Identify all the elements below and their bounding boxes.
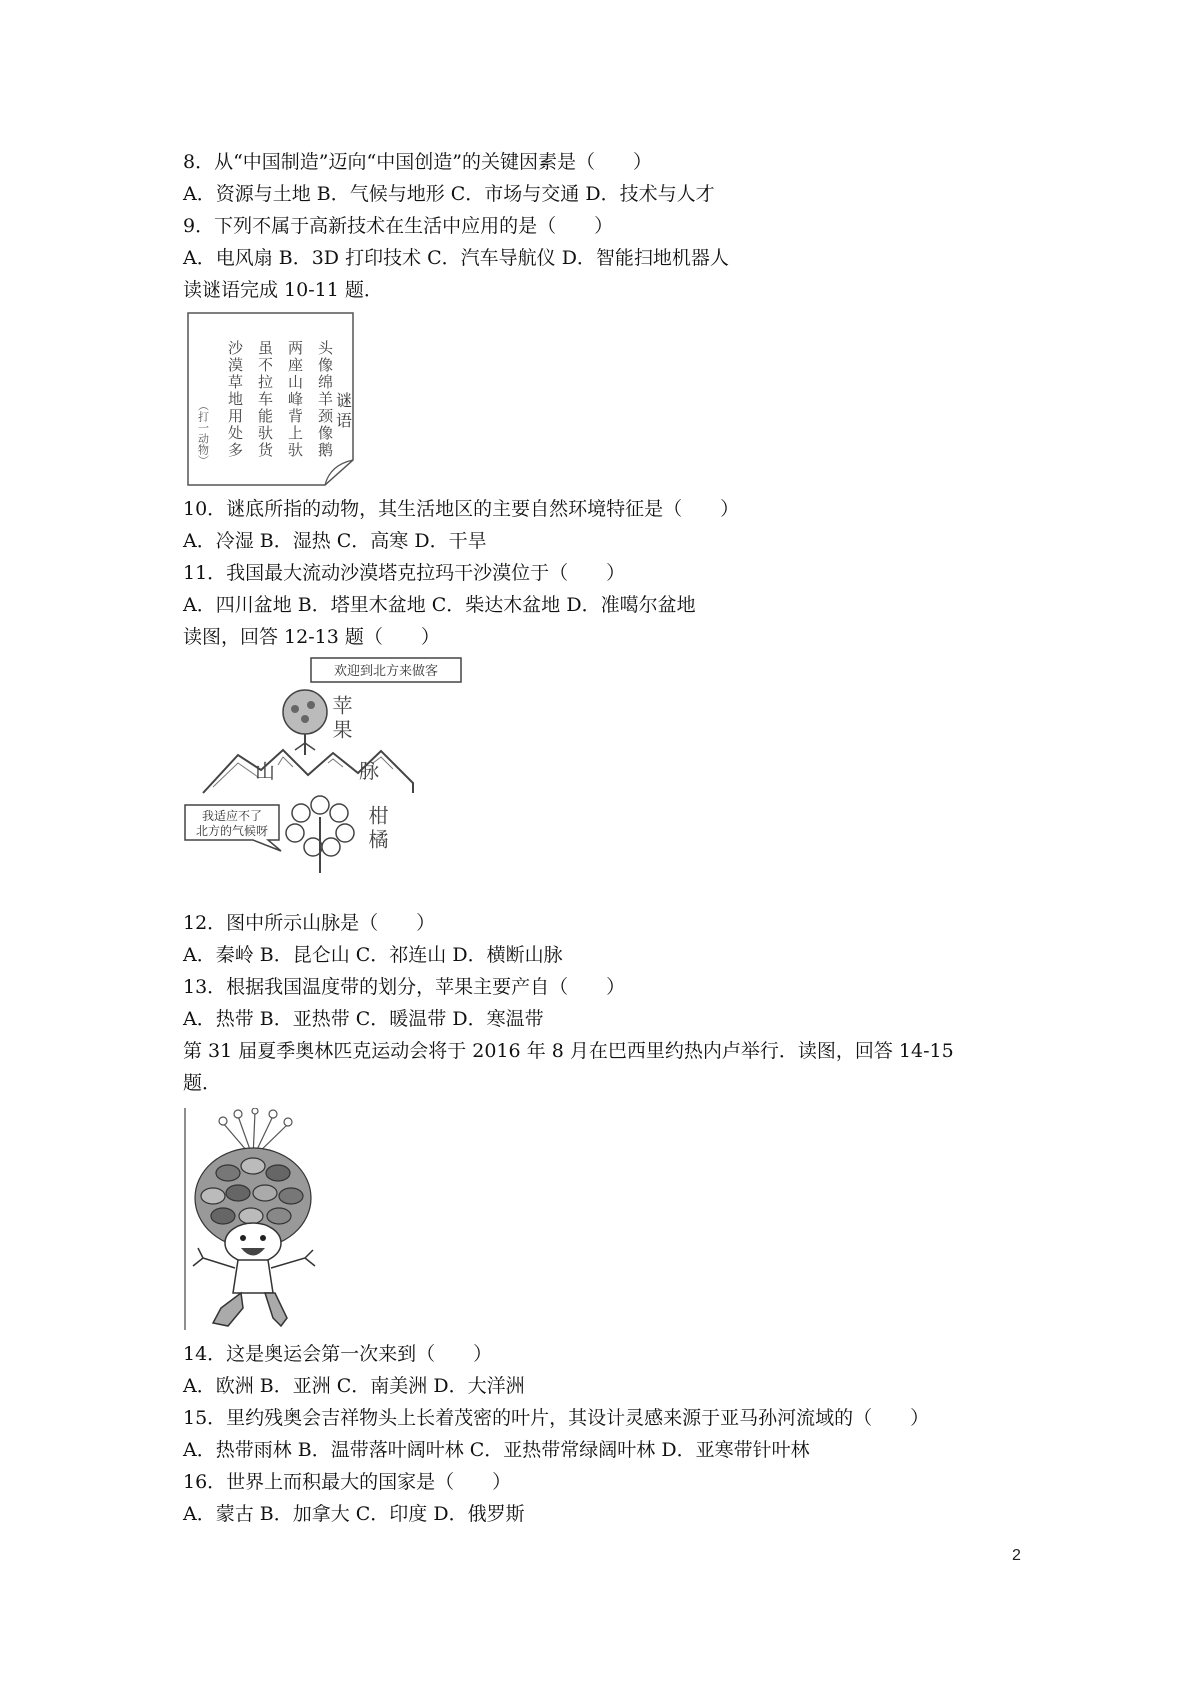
q16-options: A．蒙古 B．加拿大 C．印度 D．俄罗斯	[183, 1503, 525, 1525]
q12-13-intro: 读图，回答 12-13 题（ ）	[183, 626, 440, 648]
q11-question: 11．我国最大流动沙漠塔克拉玛干沙漠位于（ ）	[183, 562, 626, 584]
riddle-column-4: 沙漠草地用处多	[226, 340, 244, 459]
riddle-figure	[185, 310, 357, 488]
riddle-column-1	[316, 340, 334, 459]
q9-question: 9．下列不属于高新技术在生活中应用的是（ ）	[183, 215, 614, 237]
q12-options: A．秦岭 B．昆仑山 C．祁连山 D．横断山脉	[183, 944, 563, 966]
q10-question: 10．谜底所指的动物，其生活地区的主要自然环境特征是（ ）	[183, 498, 740, 520]
mascot-face-icon	[225, 1223, 281, 1263]
page-number: 2	[1012, 1547, 1021, 1564]
mascot-body-icon	[193, 1248, 315, 1326]
svg-text:头像绵羊颈像鹅: 头像绵羊颈像鹅	[316, 340, 334, 459]
mountain-range-icon	[203, 750, 413, 793]
q14-options: A．欧洲 B．亚洲 C．南美洲 D．大洋洲	[183, 1375, 525, 1397]
orange-label: 柑橘	[365, 805, 389, 853]
mountain-label-left: 山	[255, 759, 275, 783]
apple-label: 苹果	[329, 695, 353, 743]
paralympic-mascot-figure	[183, 1108, 323, 1333]
q12-question: 12．图中所示山脉是（ ）	[183, 912, 436, 934]
q13-options: A．热带 B．亚热带 C．暖温带 D．寒温带	[183, 1008, 544, 1030]
q8-question: 8．从“中国制造”迈向“中国创造”的关键因素是（ ）	[183, 151, 652, 173]
riddle-hint: （打一动物）	[196, 400, 210, 466]
orange-speech-line1: 我适应不了	[201, 809, 263, 823]
riddle-column-3: 虽不拉车能驮货	[256, 340, 274, 459]
riddle-title: 谜语	[333, 392, 353, 432]
orange-tree-icon	[286, 796, 354, 873]
q14-15-intro: 第 31 届夏季奥林匹克运动会将于 2016 年 8 月在巴西里约热内卢举行．读图，回答 14-15	[183, 1040, 954, 1062]
q15-question: 15．里约残奥会吉祥物头上长着茂密的叶片，其设计灵感来源于亚马孙河流域的（ ）	[183, 1407, 930, 1429]
q14-15-intro-cont: 题．	[183, 1072, 222, 1094]
riddle-column-2: 两座山峰背上驮	[286, 340, 304, 459]
q9-options: A．电风扇 B．3D 打印技术 C．汽车导航仪 D．智能扫地机器人	[183, 247, 729, 269]
q14-question: 14．这是奥运会第一次来到（ ）	[183, 1343, 493, 1365]
mountain-label-right: 脉	[359, 759, 379, 783]
q8-options: A．资源与土地 B．气候与地形 C．市场与交通 D．技术与人才	[183, 183, 715, 205]
q15-options: A．热带雨林 B．温带落叶阔叶林 C．亚热带常绿阔叶林 D．亚寒带针叶林	[183, 1439, 810, 1461]
q16-question: 16．世界上而积最大的国家是（ ）	[183, 1471, 512, 1493]
riddle-intro: 读谜语完成 10-11 题．	[183, 279, 383, 301]
orange-speech-line2: 北方的气候呀	[195, 824, 269, 838]
q13-question: 13．根据我国温度带的划分，苹果主要产自（ ）	[183, 976, 626, 998]
apple-tree-icon	[283, 690, 327, 755]
mountain-fruit-figure	[183, 655, 463, 895]
apple-speech: 欢迎到北方来做客	[333, 664, 439, 679]
q10-options: A．冷湿 B．湿热 C．高寒 D．干旱	[183, 530, 487, 552]
q11-options: A．四川盆地 B．塔里木盆地 C．柴达木盆地 D．准噶尔盆地	[183, 594, 696, 616]
